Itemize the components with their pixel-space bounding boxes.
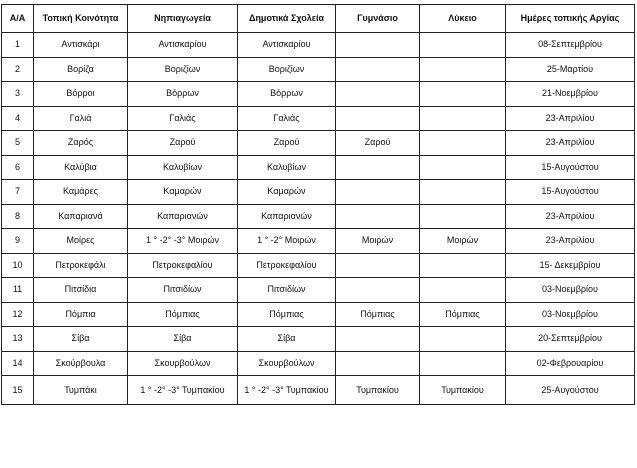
header-kindergartens: Νηπιαγωγεία: [128, 5, 238, 33]
cell-index: 14: [2, 351, 34, 376]
header-primary-schools: Δημοτικά Σχολεία: [238, 5, 336, 33]
cell-index: 6: [2, 155, 34, 180]
holidays-table: [1, 4, 635, 405]
cell-community: Βορίζα: [34, 57, 128, 82]
header-index: Α/Α: [2, 5, 34, 33]
cell-kindergarten: Σκουρβούλων: [128, 351, 238, 376]
cell-community: Γαλιά: [34, 106, 128, 131]
cell-primary-school: Πιτσιδίων: [238, 278, 336, 303]
cell-holiday: 15-Αυγούστου: [506, 155, 635, 180]
cell-holiday: 25-Μαρτίου: [506, 57, 635, 82]
cell-holiday: 15- Δεκεμβρίου: [506, 253, 635, 278]
table-row: [2, 278, 635, 303]
cell-holiday: 23-Απριλίου: [506, 229, 635, 254]
cell-holiday: 20-Σεπτεμβρίου: [506, 327, 635, 352]
cell-lyceum: [420, 204, 506, 229]
cell-index: 15: [2, 376, 34, 405]
cell-kindergarten: Αντισκαρίου: [128, 33, 238, 58]
cell-primary-school: Πετροκεφαλίου: [238, 253, 336, 278]
cell-lyceum: Πόμπιας: [420, 302, 506, 327]
cell-lyceum: [420, 106, 506, 131]
cell-holiday: 23-Απριλίου: [506, 131, 635, 156]
cell-kindergarten: Βόρρων: [128, 82, 238, 107]
cell-index: 10: [2, 253, 34, 278]
cell-kindergarten: 1 ° -2° -3° Τυμπακίου: [128, 376, 238, 405]
cell-community: Σκούρβουλα: [34, 351, 128, 376]
cell-index: 5: [2, 131, 34, 156]
cell-lyceum: [420, 155, 506, 180]
cell-primary-school: Πόμπιας: [238, 302, 336, 327]
cell-index: 3: [2, 82, 34, 107]
cell-kindergarten: Ζαρού: [128, 131, 238, 156]
cell-community: Σίβα: [34, 327, 128, 352]
table-row: [2, 131, 635, 156]
table-row: [2, 302, 635, 327]
cell-lyceum: [420, 253, 506, 278]
cell-primary-school: 1 ° -2° -3° Τυμπακίου: [238, 376, 336, 405]
cell-gymnasium: Τυμπακίου: [336, 376, 420, 405]
cell-gymnasium: [336, 351, 420, 376]
table-row: [2, 57, 635, 82]
cell-primary-school: Καπαριανών: [238, 204, 336, 229]
cell-primary-school: Αντισκαρίου: [238, 33, 336, 58]
cell-lyceum: Τυμπακίου: [420, 376, 506, 405]
cell-index: 4: [2, 106, 34, 131]
table-row: [2, 180, 635, 205]
cell-index: 12: [2, 302, 34, 327]
cell-holiday: 03-Νοεμβρίου: [506, 302, 635, 327]
cell-gymnasium: Πόμπιας: [336, 302, 420, 327]
cell-community: Πόμπια: [34, 302, 128, 327]
table-row: [2, 253, 635, 278]
cell-lyceum: [420, 327, 506, 352]
cell-index: 9: [2, 229, 34, 254]
cell-holiday: 23-Απριλίου: [506, 106, 635, 131]
table-row: [2, 327, 635, 352]
table-row: [2, 82, 635, 107]
cell-community: Καλύβια: [34, 155, 128, 180]
cell-gymnasium: [336, 180, 420, 205]
cell-kindergarten: Σίβα: [128, 327, 238, 352]
cell-community: Καμάρες: [34, 180, 128, 205]
table-body: [2, 33, 635, 405]
cell-index: 7: [2, 180, 34, 205]
cell-gymnasium: [336, 106, 420, 131]
cell-gymnasium: [336, 278, 420, 303]
cell-holiday: 23-Απριλίου: [506, 204, 635, 229]
cell-gymnasium: [336, 82, 420, 107]
cell-primary-school: Ζαρού: [238, 131, 336, 156]
cell-primary-school: Σκουρβούλων: [238, 351, 336, 376]
cell-lyceum: [420, 82, 506, 107]
cell-index: 2: [2, 57, 34, 82]
cell-primary-school: Σίβα: [238, 327, 336, 352]
cell-holiday: 21-Νοεμβρίου: [506, 82, 635, 107]
cell-gymnasium: [336, 33, 420, 58]
cell-kindergarten: Καμαρών: [128, 180, 238, 205]
cell-primary-school: 1 ° -2° Μοιρών: [238, 229, 336, 254]
cell-gymnasium: [336, 253, 420, 278]
cell-gymnasium: [336, 155, 420, 180]
table-row: [2, 376, 635, 405]
cell-kindergarten: Γαλιάς: [128, 106, 238, 131]
cell-lyceum: Μοιρών: [420, 229, 506, 254]
cell-primary-school: Καλυβίων: [238, 155, 336, 180]
table-row: [2, 155, 635, 180]
cell-gymnasium: Ζαρού: [336, 131, 420, 156]
cell-gymnasium: [336, 204, 420, 229]
cell-kindergarten: Καλυβίων: [128, 155, 238, 180]
cell-community: Μοίρες: [34, 229, 128, 254]
cell-index: 8: [2, 204, 34, 229]
cell-index: 1: [2, 33, 34, 58]
cell-community: Βόρροι: [34, 82, 128, 107]
cell-gymnasium: [336, 57, 420, 82]
cell-community: Ζαρός: [34, 131, 128, 156]
cell-primary-school: Βοριζίων: [238, 57, 336, 82]
cell-holiday: 03-Νοεμβρίου: [506, 278, 635, 303]
cell-primary-school: Καμαρών: [238, 180, 336, 205]
header-row: [2, 5, 635, 33]
cell-lyceum: [420, 33, 506, 58]
cell-community: Καπαριανά: [34, 204, 128, 229]
cell-kindergarten: Πόμπιας: [128, 302, 238, 327]
table-row: [2, 204, 635, 229]
header-local-holiday: Ημέρες τοπικής Αργίας: [506, 5, 635, 33]
cell-lyceum: [420, 351, 506, 376]
cell-holiday: 02-Φεβρουαρίου: [506, 351, 635, 376]
cell-community: Πιτσίδια: [34, 278, 128, 303]
cell-kindergarten: 1 ° -2° -3° Μοιρών: [128, 229, 238, 254]
header-gymnasium: Γυμνάσιο: [336, 5, 420, 33]
table-row: [2, 106, 635, 131]
cell-community: Πετροκεφάλι: [34, 253, 128, 278]
cell-index: 11: [2, 278, 34, 303]
header-community: Τοπική Κοινότητα: [34, 5, 128, 33]
cell-lyceum: [420, 180, 506, 205]
cell-kindergarten: Βοριζίων: [128, 57, 238, 82]
cell-community: Τυμπάκι: [34, 376, 128, 405]
cell-holiday: 08-Σεπτεμβρίου: [506, 33, 635, 58]
header-lyceum: Λύκειο: [420, 5, 506, 33]
cell-index: 13: [2, 327, 34, 352]
cell-kindergarten: Καπαριανών: [128, 204, 238, 229]
cell-kindergarten: Πιτσιδίων: [128, 278, 238, 303]
cell-holiday: 15-Αυγούστου: [506, 180, 635, 205]
cell-holiday: 25-Αυγούστου: [506, 376, 635, 405]
cell-lyceum: [420, 131, 506, 156]
cell-lyceum: [420, 278, 506, 303]
cell-gymnasium: [336, 327, 420, 352]
cell-community: Αντισκάρι: [34, 33, 128, 58]
table-row: [2, 33, 635, 58]
table-row: [2, 351, 635, 376]
cell-kindergarten: Πετροκεφαλίου: [128, 253, 238, 278]
cell-gymnasium: Μοιρών: [336, 229, 420, 254]
cell-primary-school: Βόρρων: [238, 82, 336, 107]
cell-lyceum: [420, 57, 506, 82]
table-row: [2, 229, 635, 254]
cell-primary-school: Γαλιάς: [238, 106, 336, 131]
